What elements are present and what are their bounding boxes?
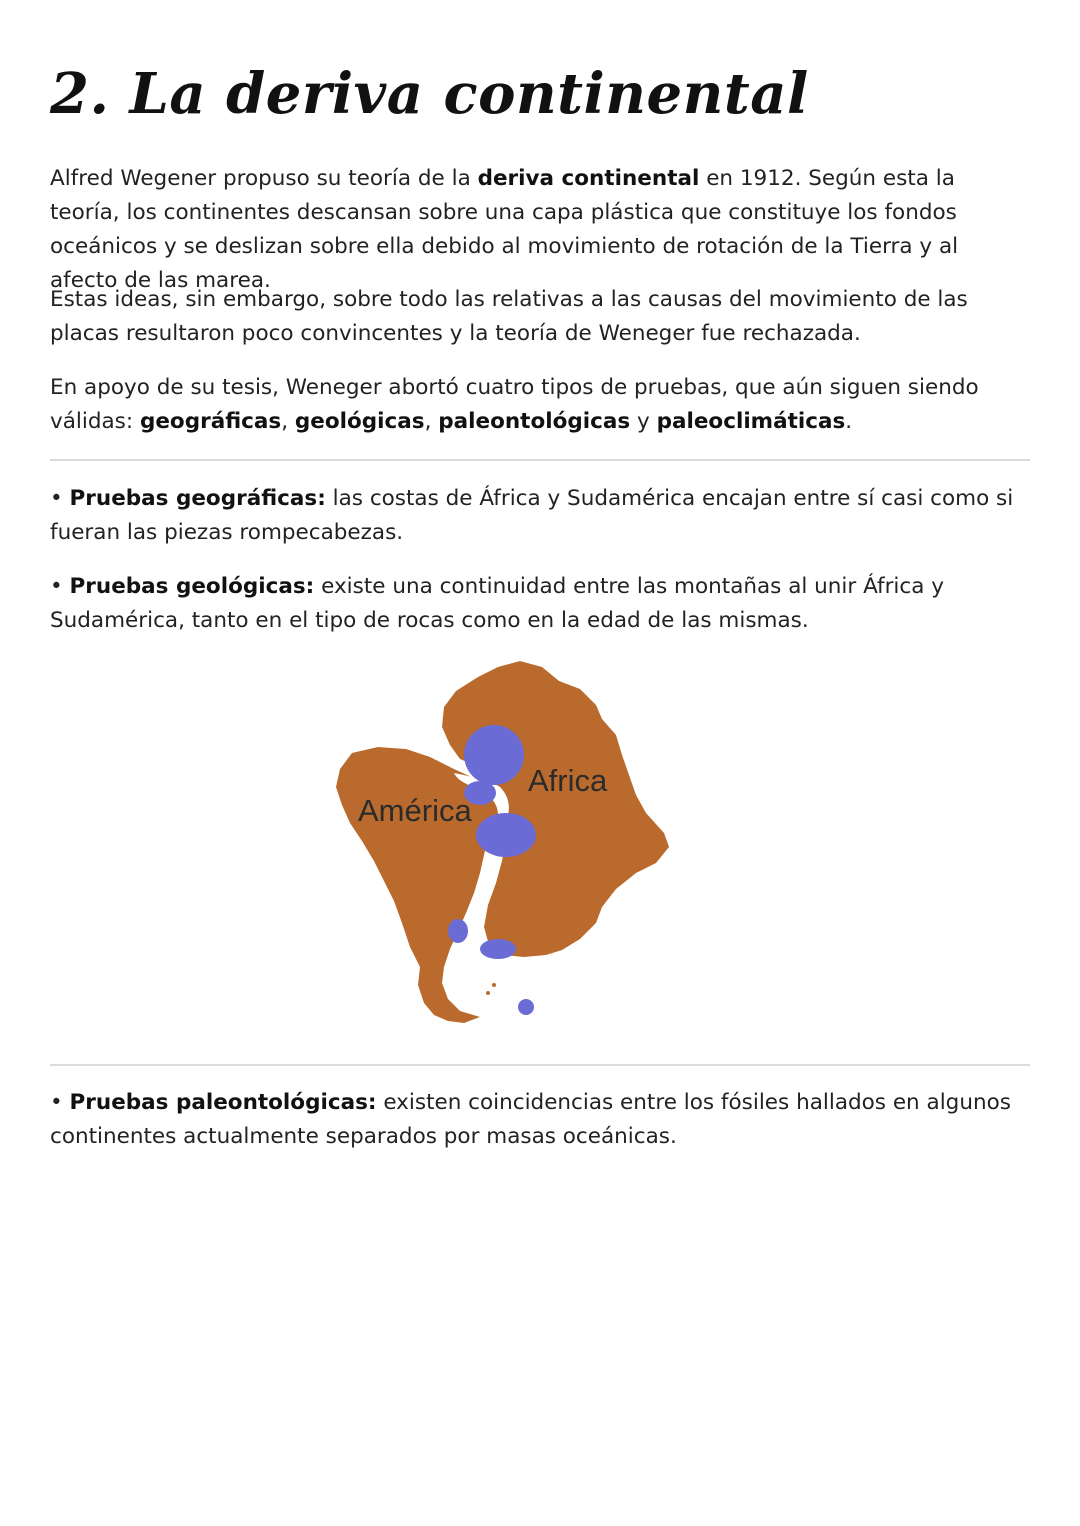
continental-fit-map bbox=[284, 655, 684, 1035]
period: . bbox=[845, 409, 853, 434]
evidence-geograficas bbox=[50, 482, 1030, 550]
intro-p3-text-start: En apoyo de su tesis, Weneger abortó cuatro tipos de pruebas, que aún siguen siendo válidas: bbox=[50, 375, 979, 434]
divider bbox=[50, 1064, 1030, 1066]
intro-paragraph-1 bbox=[50, 162, 1030, 298]
page-title: 2. La deriva continental bbox=[50, 61, 809, 127]
term-geograficas: geográficas bbox=[139, 409, 282, 434]
rock-province-3 bbox=[476, 813, 536, 857]
intro-p1-text-start: Alfred Wegener propuso su teoría de la bbox=[50, 166, 478, 191]
evidence-paleontologicas-text: existen coincidencias entre los fósiles hallados en algunos continentes actualmente separados por masas oceánicas. bbox=[50, 1090, 1011, 1149]
small-island bbox=[492, 983, 496, 987]
evidence-geograficas-text: las costas de África y Sudamérica encajan entre sí casi como si fueran las piezas rompecabezas. bbox=[50, 486, 1014, 545]
rock-province-6 bbox=[518, 999, 534, 1015]
divider bbox=[50, 459, 1030, 461]
bullet: • bbox=[50, 486, 70, 511]
rock-province-1 bbox=[464, 725, 524, 785]
small-island bbox=[486, 991, 490, 995]
deriva-continental-term: deriva continental bbox=[477, 166, 700, 191]
term-paleontologicas: paleontológicas bbox=[438, 409, 631, 434]
separator: , bbox=[424, 409, 439, 434]
map-label-africa: Africa bbox=[528, 763, 608, 798]
term-geologicas: geológicas bbox=[294, 409, 425, 434]
evidence-paleontologicas bbox=[50, 1086, 1030, 1154]
evidence-geograficas-label: Pruebas geográficas: bbox=[69, 486, 326, 511]
map-label-america: América bbox=[358, 793, 472, 828]
evidence-geologicas bbox=[50, 570, 1030, 638]
rock-province-5 bbox=[480, 939, 516, 959]
intro-paragraph-3 bbox=[50, 371, 1030, 439]
intro-p1-text-end: en 1912. Según esta la teoría, los continentes descansan sobre una capa plástica que constituye los fondos oceánicos y se deslizan sobre ella debido al movimiento de rotación de la Tierra y al afecto de las marea. bbox=[50, 166, 959, 293]
bullet: • bbox=[50, 574, 70, 599]
rock-province-4 bbox=[448, 919, 468, 943]
evidence-geologicas-label: Pruebas geológicas: bbox=[69, 574, 315, 599]
separator: y bbox=[630, 409, 657, 434]
continental-fit-map-graphic bbox=[284, 655, 684, 1035]
term-paleoclimaticas: paleoclimáticas bbox=[656, 409, 846, 434]
separator: , bbox=[281, 409, 295, 434]
bullet: • bbox=[50, 1090, 70, 1115]
intro-paragraph-2: Estas ideas, sin embargo, sobre todo las relativas a las causas del movimiento de las placas resultaron poco convincentes y la teoría de Weneger fue rechazada. bbox=[50, 287, 968, 346]
evidence-paleontologicas-label: Pruebas paleontológicas: bbox=[69, 1090, 377, 1115]
evidence-geologicas-text: existe una continuidad entre las montañas al unir África y Sudamérica, tanto en el tipo de rocas como en la edad de las mismas. bbox=[50, 574, 944, 633]
